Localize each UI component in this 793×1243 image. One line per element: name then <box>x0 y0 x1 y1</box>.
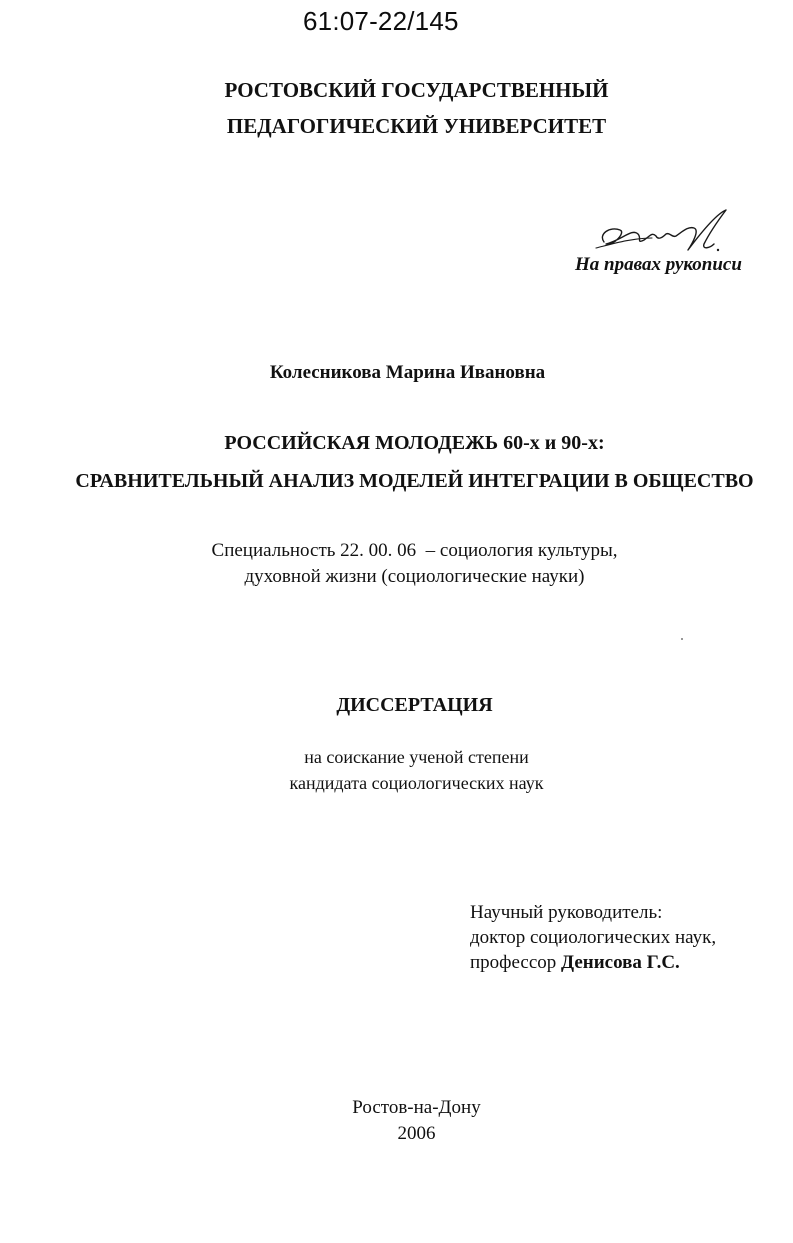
supervisor-rank: доктор социологических наук, <box>470 927 717 948</box>
university-name-line-1: РОСТОВСКИЙ ГОСУДАРСТВЕННЫЙ <box>224 78 609 102</box>
year: 2006 <box>397 1123 436 1144</box>
specialty-line-1: Специальность 22. 00. 06 – социология культуры, <box>211 540 618 561</box>
dissertation-title <box>18 424 793 500</box>
degree-line-1: на соискание ученой степени <box>304 747 529 767</box>
supervisor-label: Научный руководитель: <box>470 902 663 923</box>
document-type: ДИССЕРТАЦИЯ <box>336 694 493 716</box>
university-name <box>20 72 793 144</box>
dissertation-title-line-2: СРАВНИТЕЛЬНЫЙ АНАЛИЗ МОДЕЛЕЙ ИНТЕГРАЦИИ В ОБЩЕСТВО <box>75 470 754 492</box>
manuscript-note: На правах рукописи <box>575 254 742 275</box>
dissertation-title-line-1: РОССИЙСКАЯ МОЛОДЕЖЬ 60-х и 90-х: <box>224 432 605 454</box>
place-and-year <box>20 1095 793 1147</box>
supervisor-name: Денисова Г.С. <box>561 952 680 973</box>
supervisor-title-line <box>470 950 716 975</box>
catalog-number: 61:07-22/145 <box>303 6 459 36</box>
city: Ростов-на-Дону <box>352 1097 481 1118</box>
specialty <box>18 538 793 590</box>
degree-statement <box>20 744 793 796</box>
degree-line-2: кандидата социологических наук <box>289 773 544 793</box>
university-name-line-2: ПЕДАГОГИЧЕСКИЙ УНИВЕРСИТЕТ <box>226 114 607 138</box>
supervisor-block <box>470 900 716 975</box>
scan-speck <box>681 638 683 640</box>
author-name: Колесникова Марина Ивановна <box>269 362 546 383</box>
supervisor-title-prefix: профессор <box>470 952 557 973</box>
specialty-line-2: духовной жизни (социологические науки) <box>244 566 585 587</box>
